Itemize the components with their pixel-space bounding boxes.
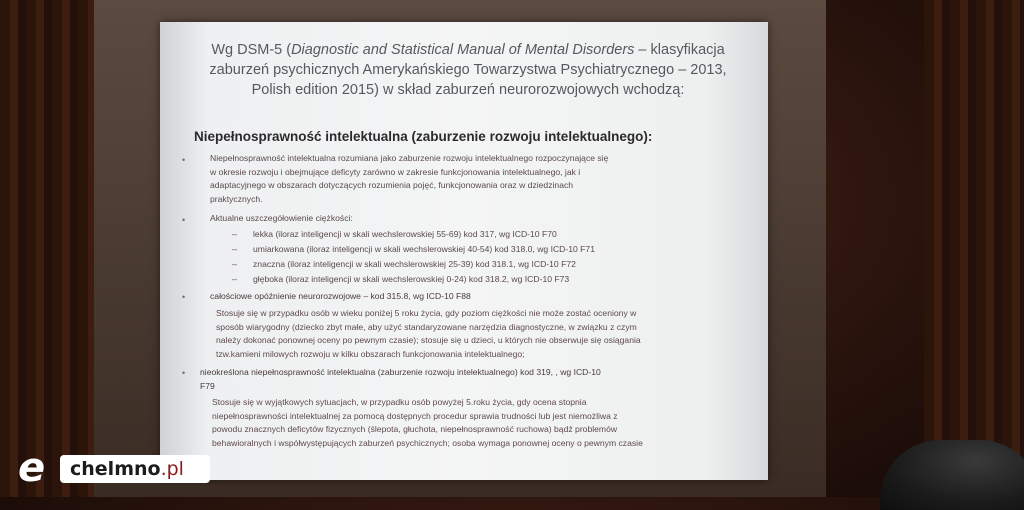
- bullet-3-marker: •: [182, 292, 186, 302]
- bullet-3-text: całościowe opóźnienie neurorozwojowe – kod 315.8, wg ICD-10 F88: [210, 291, 471, 301]
- bullet-4-marker: •: [182, 368, 186, 378]
- severity-item-1: lekka (iloraz inteligencji w skali wechslerowskiej 55-69) kod 317, wg ICD-10 F70: [253, 229, 557, 239]
- logo-e-glyph: e: [18, 445, 46, 491]
- severity-item-3: znaczna (iloraz inteligencji w skali wechslerowskiej 25-39) kod 318.1, wg ICD-10 F72: [253, 259, 576, 269]
- severity-item-2: umiarkowana (iloraz inteligencji w skali wechslerowskiej 40-54) kod 318.0, wg ICD-10 F71: [253, 244, 595, 254]
- severity-item-4: głęboka (iloraz inteligencji w skali wechslerowskiej 0-24) kod 318.2, wg ICD-10 F73: [253, 274, 570, 284]
- projected-slide: [160, 22, 768, 480]
- slide-heading: Niepełnosprawność intelektualna (zaburzenie rozwoju intelektualnego):: [194, 129, 653, 144]
- logo-text: chelmno.pl: [70, 458, 184, 480]
- slide-title: Wg DSM-5 (Diagnostic and Statistical Manual of Mental Disorders – klasyfikacja zaburzeń psychicznych Amerykańskiego Towarzystwa Psychiatrycznego – 2013, Polish edition 2015) w skład zaburzeń neurorozwojowych wchodzą:: [209, 42, 727, 98]
- curtain-left: [0, 0, 100, 497]
- curtain-right: [924, 0, 1024, 497]
- bullet-3-description: Stosuje się w przypadku osób w wieku poniżej 5 roku życia, gdy poziom ciężkości nie może zostać oceniony w sposób wiarygodny (dziecko zbyt małe, aby użyć standaryzowane narzędzia diagnostyczne, w związku z czym należy dokonać ponownej oceny po pewnym czasie); stosuje się u dzieci, u których nie obserwuje się osiągania tzw.kamieni milowych rozwoju w kilku obszarach funkcjonowania intelektualnego;: [216, 308, 641, 359]
- bullet-4-text: nieokreślona niepełnosprawność intelektualna (zaburzenie rozwoju intelektualnego) kod 319, , wg ICD-10 F79: [200, 367, 601, 391]
- bullet-1-text: Niepełnosprawność intelektualna rozumiana jako zaburzenie rozwoju intelektualnego rozpoczynające się w okresie rozwoju i obejmujące deficyty zarówno w zakresie funkcjonowania intelektualnego, jak i adaptacyjnego w obszarach dotyczących rozumienia pojęć, funkcjonowania oraz w dziedzinach praktycznych.: [210, 153, 609, 204]
- audience-head-silhouette: [880, 440, 1024, 510]
- chelmno-watermark-logo: [12, 445, 202, 491]
- bullet-1-marker: •: [182, 155, 186, 165]
- severity-dash-3: –: [232, 259, 238, 269]
- severity-dash-1: –: [232, 229, 238, 239]
- bullet-2-marker: •: [182, 215, 186, 225]
- bullet-4-description: Stosuje się w wyjątkowych sytuacjach, w przypadku osób powyżej 5.roku życia, gdy ocena stopnia niepełnosprawności intelektualnej za pomocą dostępnych procedur sprawia trudności lub jest niemożliwa z powodu znacznych deficytów fizycznych (ślepota, głuchota, niepełnosprawność ruchowa) bądź problemów behawioralnych i współwystępujących zaburzeń psychicznych; osoba wymaga ponownej oceny o pewnym czasie: [212, 397, 643, 448]
- bullet-2-text: Aktualne uszczegółowienie ciężkości:: [210, 213, 353, 223]
- severity-dash-4: –: [232, 274, 238, 284]
- title-italic: Diagnostic and Statistical Manual of Mental Disorders: [291, 42, 635, 58]
- severity-dash-2: –: [232, 244, 238, 254]
